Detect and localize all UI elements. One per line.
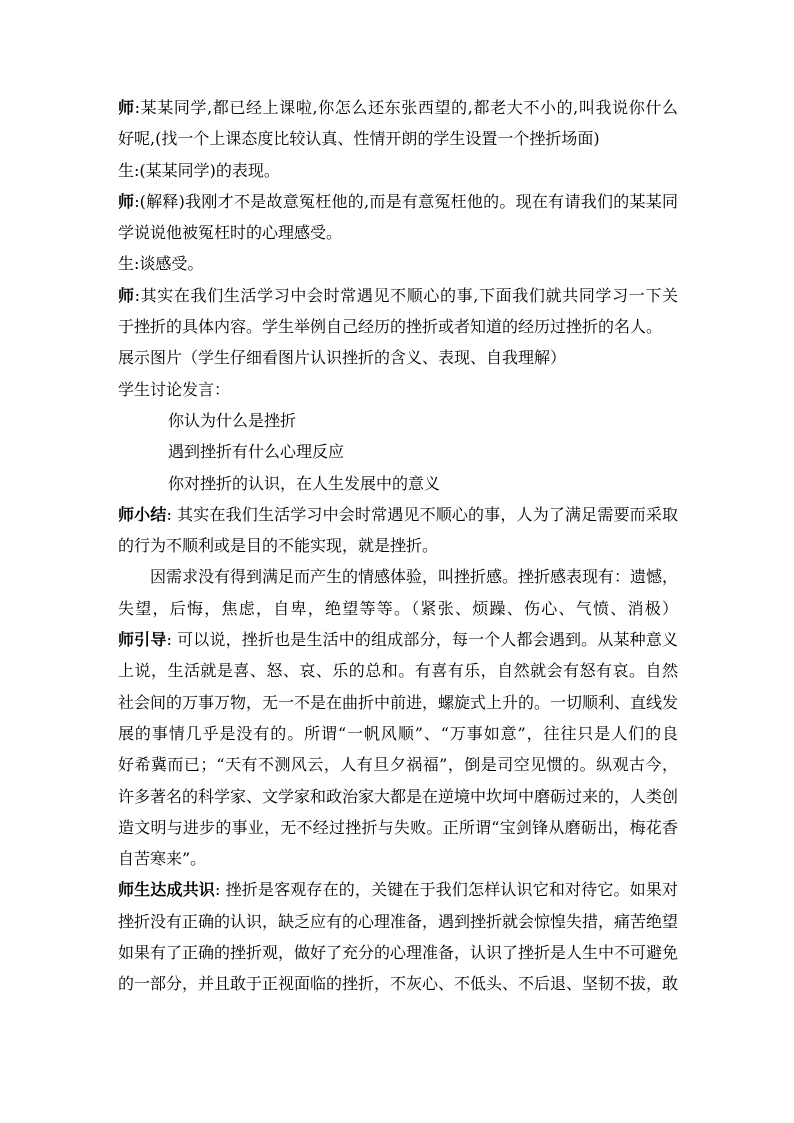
paragraph-line	[118, 561, 678, 592]
line-text: : 挫折是客观存在的，关键在于我们怎样认识它和对待它。如果对	[214, 880, 678, 900]
line-text: 展的事情几乎是没有的。所谓“一帆风顺”、“万事如意”，往往只是人们的良	[118, 723, 678, 743]
line-text: 你对挫折的认识，在人生发展中的意义	[168, 473, 441, 493]
paragraph-line	[118, 186, 678, 217]
section-label: 师小结	[118, 504, 167, 524]
line-text: 好呢,(找一个上课态度比较认真、性情开朗的学生设置一个挫折场面)	[118, 129, 600, 149]
paragraph-line	[118, 311, 678, 342]
speaker-label: 师	[118, 191, 135, 211]
line-text: 的行为不顺利或是目的不能实现，就是挫折。	[118, 536, 439, 556]
line-text: 遇到挫折有什么心理反应	[168, 442, 345, 462]
line-text: : 其实在我们生活学习中会时常遇见不顺心的事，人为了满足需要而采取	[166, 504, 678, 524]
paragraph-line	[118, 499, 678, 530]
line-text: 挫折没有正确的认识，缺乏应有的心理准备，遇到挫折就会惊惶失措，痛苦绝望	[118, 911, 678, 931]
paragraph-line	[118, 280, 678, 311]
line-text: 生:谈感受。	[118, 254, 204, 274]
discussion-question	[118, 468, 678, 499]
paragraph-line	[118, 342, 678, 373]
paragraph-line	[118, 655, 678, 686]
speaker-label: 师	[118, 285, 135, 305]
line-text: : 可以说，挫折也是生活中的组成部分，每一个人都会遇到。从某种意义	[166, 630, 678, 650]
line-text: 的一部分，并且敢于正视面临的挫折，不灰心、不低头、不后退、坚韧不拔，敢	[118, 974, 678, 994]
document-body	[118, 92, 678, 1000]
paragraph-line	[118, 155, 678, 186]
discussion-question	[118, 436, 678, 467]
line-text: 好希冀而已；“天有不测风云，人有旦夕祸福”，倒是司空见惯的。纵观古今，	[118, 755, 678, 775]
paragraph-line	[118, 123, 678, 154]
paragraph-line	[118, 92, 678, 123]
line-text: 于挫折的具体内容。学生举例自己经历的挫折或者知道的经历过挫折的名人。	[118, 317, 663, 337]
line-text: 造文明与进步的事业，无不经过挫折与失败。正所谓“宝剑锋从磨砺出，梅花香	[118, 817, 678, 837]
paragraph-line	[118, 968, 678, 999]
paragraph-line	[118, 530, 678, 561]
line-text: :某某同学,都已经上课啦,你怎么还东张西望的,都老大不小的,叫我说你什么	[134, 98, 678, 117]
line-text: 展示图片（学生仔细看图片认识挫折的含义、表现、自我理解）	[118, 348, 567, 368]
section-label: 师引导	[118, 630, 167, 650]
paragraph-line	[118, 248, 678, 279]
paragraph-line	[118, 593, 678, 624]
paragraph-line	[118, 781, 678, 812]
line-text: :(解释)我刚才不是故意冤枉他的,而是有意冤枉他的。现在有请我们的某某同	[134, 191, 678, 211]
paragraph-line	[118, 374, 678, 405]
paragraph-line	[118, 843, 678, 874]
line-text: 生:(某某同学)的表现。	[118, 160, 280, 180]
speaker-label: 师	[118, 98, 135, 117]
paragraph-line	[118, 749, 678, 780]
line-text: 如果有了正确的挫折观，做好了充分的心理准备，认识了挫折是人生中不可避免	[118, 943, 678, 963]
line-text: 学生讨论发言：	[118, 379, 231, 399]
line-text: 上说，生活就是喜、怒、哀、乐的总和。有喜有乐，自然就会有怒有哀。自然	[118, 661, 678, 681]
paragraph-line	[118, 812, 678, 843]
line-text: 失望，后悔，焦虑，自卑，绝望等等。（紧张、烦躁、伤心、气愤、消极）	[118, 598, 678, 618]
line-text: 因需求没有得到满足而产生的情感体验，叫挫折感。挫折感表现有：遗憾，	[150, 567, 678, 587]
line-text: 许多著名的科学家、文学家和政治家大都是在逆境中坎坷中磨砺过来的，人类创	[118, 786, 678, 806]
line-text: 你认为什么是挫折	[168, 410, 297, 430]
line-text: :其实在我们生活学习中会时常遇见不顺心的事,下面我们就共同学习一下关	[134, 285, 678, 305]
paragraph-line	[118, 906, 678, 937]
line-text: 社会间的万事万物，无一不是在曲折中前进，螺旋式上升的。一切顺利、直线发	[118, 692, 678, 712]
paragraph-line	[118, 937, 678, 968]
paragraph-line	[118, 718, 678, 749]
discussion-question	[118, 405, 678, 436]
paragraph-line	[118, 217, 678, 248]
line-text: 学说说他被冤枉时的心理感受。	[118, 223, 343, 243]
paragraph-line	[118, 624, 678, 655]
paragraph-line	[118, 874, 678, 905]
paragraph-line	[118, 687, 678, 718]
section-label: 师生达成共识	[118, 880, 215, 900]
line-text: 自苦寒来”。	[118, 849, 207, 869]
